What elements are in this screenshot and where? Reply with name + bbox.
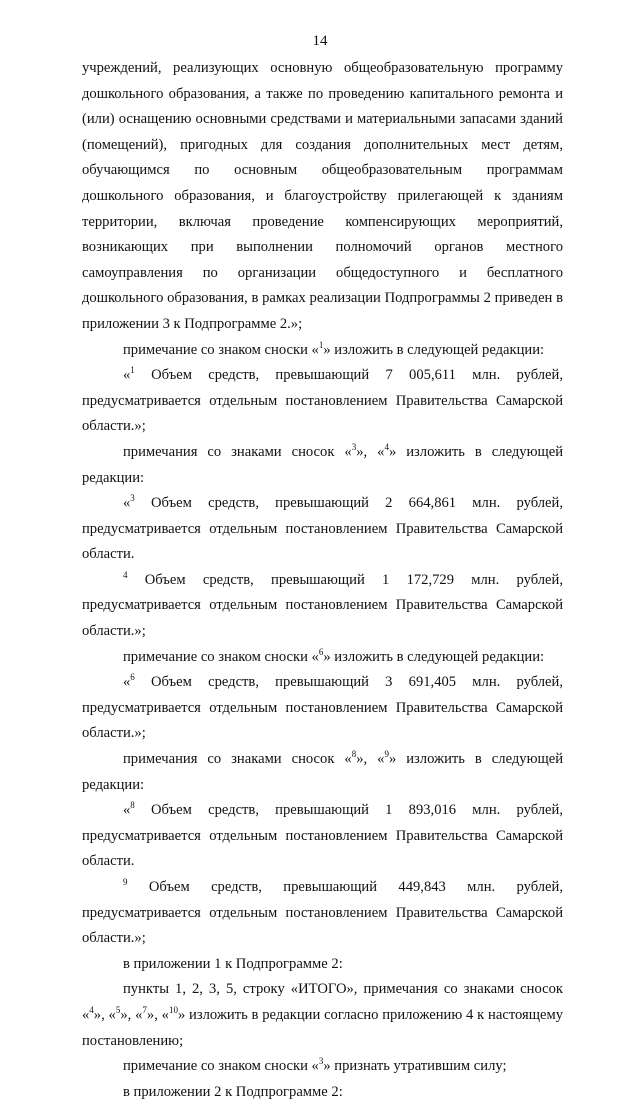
- footnote-mark: 7: [142, 1004, 147, 1015]
- document-body: [82, 56, 563, 1105]
- footnote-mark: 6: [130, 672, 135, 683]
- paragraph-notes-8-9-instruction: примечания со знаками сносок «$^8$», «$^9$» изложить в следующей редакции:: [82, 749, 564, 793]
- footnote-mark: 3: [351, 441, 357, 452]
- footnote-mark: 9: [384, 749, 389, 760]
- footnote-mark: 8: [130, 800, 135, 811]
- footnote-mark: 3: [318, 1056, 324, 1067]
- paragraph-note-6-text: «$^6$ Объем средств, превышающий 3 691,405 млн. рублей, предусматривается отдельным постановлением Правительства Самарской области.»;: [82, 672, 563, 742]
- footnote-mark: 4: [384, 441, 389, 452]
- footnote-mark: 4: [89, 1004, 94, 1015]
- paragraph-note-1-instruction: примечание со знаком сноски «$^1$» изложить в следующей редакции:: [123, 339, 545, 358]
- footnote-mark: 1: [130, 365, 135, 376]
- page-number: 14: [312, 33, 328, 49]
- paragraph-note-1-text: «$^1$ Объем средств, превышающий 7 005,611 млн. рублей, предусматривается отдельным постановлением Правительства Самарской области.»;: [82, 365, 563, 435]
- footnote-mark: 9: [123, 877, 128, 887]
- footnote-mark: 4: [123, 569, 128, 580]
- paragraph-note-9-text: $^9$ Объем средств, превышающий 449,843 млн. рублей, предусматривается отдельным постановлением Правительства Самарской области.»;: [82, 877, 563, 947]
- paragraph-appendix-2-heading: в приложении 2 к Подпрограмме 2:: [123, 1083, 343, 1100]
- footnote-mark: 10: [168, 1004, 178, 1015]
- paragraph-note-6-instruction: примечание со знаком сноски «$^6$» изложить в следующей редакции:: [123, 646, 545, 665]
- footnote-mark: 8: [351, 749, 357, 760]
- footnote-mark: 3: [130, 493, 135, 504]
- paragraph-notes-3-4-instruction: примечания со знаками сносок «$^3$», «$^4$» изложить в следующей редакции:: [82, 441, 564, 486]
- footnote-mark: 1: [318, 339, 324, 350]
- paragraph-note-8-text: «$^8$ Объем средств, превышающий 1 893,016 млн. рублей, предусматривается отдельным постановлением Правительства Самарской области.: [82, 800, 563, 870]
- footnote-mark: 5: [115, 1004, 121, 1015]
- paragraph-note-3-repeal: примечание со знаком сноски «$^3$» признать утратившим силу;: [123, 1056, 507, 1075]
- paragraph-continuation: учреждений, реализующих основную общеобразовательную программу дошкольного образования, а также по проведению капитального ремонта и (или) оснащению основными средствами и материальными запасами зданий (помещений), пригодных для создания дополнительных мест детям, обучающимся по основным общеобразовательным программам дошкольного образования, и благоустройству прилегающей к зданиям территории, включая проведение компенсирующих мероприятий, возникающих при выполнении полномочий органов местного самоуправления по организации общедоступного и бесплатного дошкольного образования, в рамках реализации Подпрограммы 2 приведен в приложении 3 к Подпрограмме 2.»;: [82, 60, 563, 332]
- footnote-mark: 6: [318, 646, 324, 657]
- paragraph-note-3-text: «$^3$ Объем средств, превышающий 2 664,861 млн. рублей, предусматривается отдельным постановлением Правительства Самарской области.: [82, 493, 563, 563]
- paragraph-note-4-text: $^4$ Объем средств, превышающий 1 172,729 млн. рублей, предусматривается отдельным постановлением Правительства Самарской области.»;: [82, 569, 563, 640]
- paragraph-appendix-1-heading: в приложении 1 к Подпрограмме 2:: [123, 955, 343, 972]
- paragraph-appendix-1-items: пункты 1, 2, 3, 5, строку «ИТОГО», примечания со знаками сносок «$^4$», «$^5$», «$^7$», «$^{10}$» изложить в редакции согласно приложению 4 к настоящему постановлению;: [82, 981, 563, 1049]
